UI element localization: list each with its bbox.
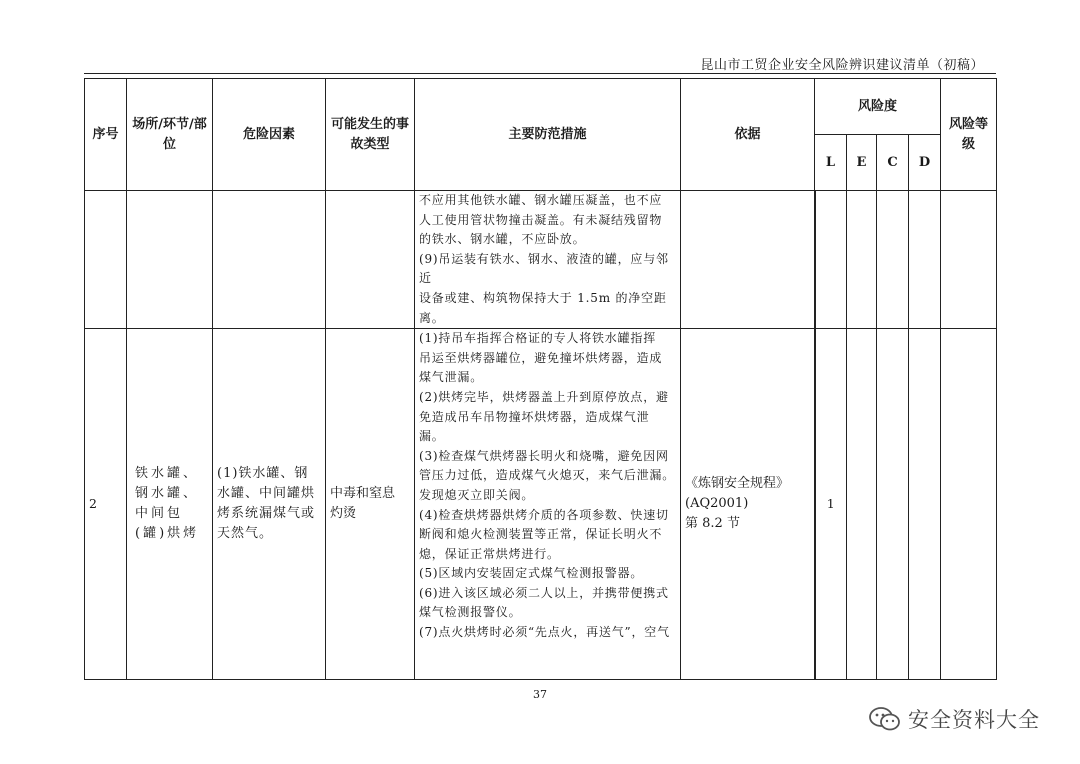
header-L: L <box>815 135 847 191</box>
row1-measures <box>415 191 681 329</box>
row2-location: 铁水罐、钢水罐、中间包(罐)烘烤 <box>127 329 213 680</box>
watermark-text: 安全资料大全 <box>908 708 1040 732</box>
measure-line: 发现熄灭立即关阀。 <box>419 487 535 502</box>
measure-line: 的铁水、钢水罐，不应卧放。 <box>419 232 586 247</box>
document-header: 昆山市工贸企业安全风险辨识建议清单（初稿） <box>700 58 984 73</box>
page-number: 37 <box>533 688 547 701</box>
row1-hazard <box>213 191 326 329</box>
measure-line: 煤气检测报警仪。 <box>419 605 522 620</box>
measure-line: (7)点火烘烤时必须“先点火，再送气”，空气 <box>419 625 670 640</box>
measure-line: (5)区域内安装固定式煤气检测报警器。 <box>419 566 644 581</box>
row1-risk-level <box>941 191 997 329</box>
row1-accident <box>326 191 415 329</box>
row2-risk-level <box>941 329 997 680</box>
row1-seq <box>85 191 127 329</box>
row2-L: 1 <box>815 329 847 680</box>
header-D: D <box>909 135 941 191</box>
header-rule <box>84 73 996 74</box>
basis-line: 第 8.2 节 <box>685 516 740 532</box>
measure-line: 煤气泄漏。 <box>419 370 484 385</box>
measure-line: 吊运至烘烤器罐位，避免撞坏烘烤器，造成 <box>419 350 663 365</box>
header-C: C <box>877 135 909 191</box>
row2-D <box>909 329 941 680</box>
measure-line: (1)持吊车指挥合格证的专人将铁水罐指挥 <box>419 331 656 346</box>
row1-location <box>127 191 213 329</box>
measure-line: 设备或建、构筑物保持大于 1.5m 的净空距 <box>419 290 667 305</box>
row2-hazard: (1)铁水罐、钢水罐、中间罐烘烤系统漏煤气或天然气。 <box>213 329 326 680</box>
header-accident: 可能发生的事故类型 <box>326 79 415 191</box>
watermark <box>868 704 1040 734</box>
measure-line: 漏。 <box>419 429 445 444</box>
row1-D <box>909 191 941 329</box>
row2-measures <box>415 329 681 680</box>
header-seq: 序号 <box>85 79 127 191</box>
measure-line: 不应用其他铁水罐、钢水罐压凝盖，也不应 <box>419 193 663 207</box>
row2-C <box>877 329 909 680</box>
measure-line: (4)检查烘烤器烘烤介质的各项参数、快速切 <box>419 507 669 522</box>
header-risk-degree: 风险度 <box>815 79 941 135</box>
measure-line: (2)烘烤完毕，烘烤器盖上升到原停放点，避 <box>419 389 669 404</box>
wechat-icon <box>868 706 902 732</box>
header-E: E <box>847 135 877 191</box>
header-location: 场所/环节/部位 <box>127 79 213 191</box>
risk-table <box>84 78 997 680</box>
row1-L <box>815 191 847 329</box>
row2-seq: 2 <box>85 329 127 680</box>
header-basis: 依据 <box>681 79 815 191</box>
row2-E <box>847 329 877 680</box>
row2-accident: 中毒和窒息 灼烫 <box>326 329 415 680</box>
row1-basis <box>681 191 815 329</box>
measure-line: 管压力过低，造成煤气火熄灭，来气后泄漏。 <box>419 468 676 483</box>
basis-line: (AQ2001) <box>685 496 749 512</box>
measure-line: 断阀和熄火检测装置等正常，保证长明火不 <box>419 527 663 542</box>
row1-C <box>877 191 909 329</box>
measure-line: (6)进入该区域必须二人以上，并携带便携式 <box>419 585 669 600</box>
header-measures: 主要防范措施 <box>415 79 681 191</box>
row1-E <box>847 191 877 329</box>
table-row <box>85 191 997 329</box>
header-row-1 <box>85 79 997 135</box>
measure-line: 离。 <box>419 310 445 325</box>
row2-basis <box>681 329 815 680</box>
measure-line: (3)检查煤气烘烤器长明火和烧嘴，避免因网 <box>419 448 669 463</box>
header-risk-level: 风险等级 <box>941 79 997 191</box>
basis-line: 《炼钢安全规程》 <box>685 476 790 492</box>
measure-line: 熄，保证正常烘烤进行。 <box>419 546 560 561</box>
header-hazard: 危险因素 <box>213 79 326 191</box>
measure-line: (9)吊运装有铁水、钢水、液渣的罐，应与邻近 <box>419 251 669 286</box>
measure-line: 人工使用管状物撞击凝盖。有未凝结残留物 <box>419 212 663 227</box>
measure-line: 免造成吊车吊物撞坏烘烤器，造成煤气泄 <box>419 409 650 424</box>
table-row <box>85 329 997 680</box>
